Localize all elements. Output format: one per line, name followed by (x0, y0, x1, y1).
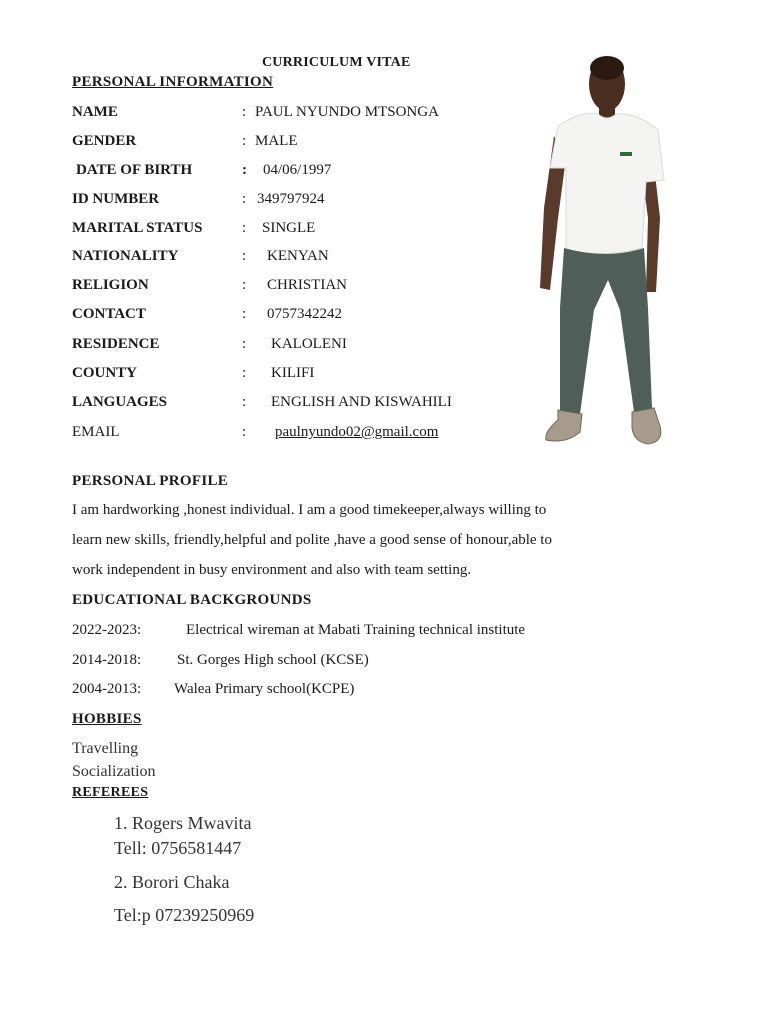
colon: : (242, 220, 247, 236)
right-sandal (632, 408, 661, 444)
education-description: Walea Primary school(KCPE) (174, 681, 355, 697)
profile-line: work independent in busy environment and also with team setting. (72, 562, 472, 578)
value-nationality: KENYAN (267, 248, 329, 264)
education-years: 2014-2018: (72, 652, 142, 668)
referee-phone: Tel:p 07239250969 (114, 905, 255, 925)
label-gender: GENDER (72, 133, 137, 149)
referee-name: 2. Borori Chaka (114, 872, 230, 892)
profile-line: I am hardworking ,honest individual. I am a good timekeeper,always willing to (72, 502, 547, 518)
value-id-number: 349797924 (257, 191, 325, 207)
colon: : (242, 424, 247, 440)
label-date-of-birth: DATE OF BIRTH (76, 162, 193, 178)
trousers (560, 248, 652, 414)
personal-information-heading: PERSONAL INFORMATION (72, 74, 274, 90)
email-link[interactable]: paulnyundo02@gmail.com (275, 424, 439, 440)
colon: : (242, 162, 247, 178)
value-marital-status: SINGLE (262, 220, 316, 236)
colon: : (242, 306, 247, 322)
value-languages: ENGLISH AND KISWAHILI (271, 394, 452, 410)
colon: : (242, 336, 247, 352)
label-residence: RESIDENCE (72, 336, 160, 352)
label-email: EMAIL (72, 424, 120, 440)
colon: : (242, 394, 247, 410)
label-contact: CONTACT (72, 306, 146, 322)
person-photo (536, 48, 670, 452)
referee-name: 1. Rogers Mwavita (114, 813, 252, 833)
referees-heading: REFEREES (72, 785, 149, 800)
personal-profile-heading: PERSONAL PROFILE (72, 473, 229, 489)
education-description: St. Gorges High school (KCSE) (177, 652, 369, 668)
label-name: NAME (72, 104, 118, 120)
education-heading: EDUCATIONAL BACKGROUNDS (72, 592, 312, 608)
colon: : (242, 248, 247, 264)
label-county: COUNTY (72, 365, 138, 381)
value-gender: MALE (255, 133, 298, 149)
label-religion: RELIGION (72, 277, 149, 293)
colon: : (242, 365, 247, 381)
value-residence: KALOLENI (271, 336, 347, 352)
education-years: 2022-2023: (72, 622, 142, 638)
hobbies-heading: HOBBIES (72, 711, 142, 727)
value-contact: 0757342242 (267, 306, 342, 322)
value-county: KILIFI (271, 365, 315, 381)
label-nationality: NATIONALITY (72, 248, 179, 264)
value-date-of-birth: 04/06/1997 (263, 162, 332, 178)
colon: : (242, 277, 247, 293)
referee-phone: Tell: 0756581447 (114, 838, 242, 858)
colon: : (242, 104, 247, 120)
label-languages: LANGUAGES (72, 394, 168, 410)
colon: : (242, 191, 247, 207)
hobby-item: Travelling (72, 740, 139, 757)
hair (590, 56, 624, 80)
colon: : (242, 133, 247, 149)
value-religion: CHRISTIAN (267, 277, 348, 293)
label-id-number: ID NUMBER (72, 191, 160, 207)
education-description: Electrical wireman at Mabati Training technical institute (186, 622, 526, 638)
left-sandal (546, 410, 582, 441)
label-marital-status: MARITAL STATUS (72, 220, 203, 236)
profile-line: learn new skills, friendly,helpful and polite ,have a good sense of honour,able to (72, 532, 552, 548)
hobby-item: Socialization (72, 763, 156, 780)
value-name: PAUL NYUNDO MTSONGA (255, 104, 439, 120)
shirt-logo (620, 152, 632, 156)
document-title: CURRICULUM VITAE (262, 55, 411, 70)
education-years: 2004-2013: (72, 681, 142, 697)
